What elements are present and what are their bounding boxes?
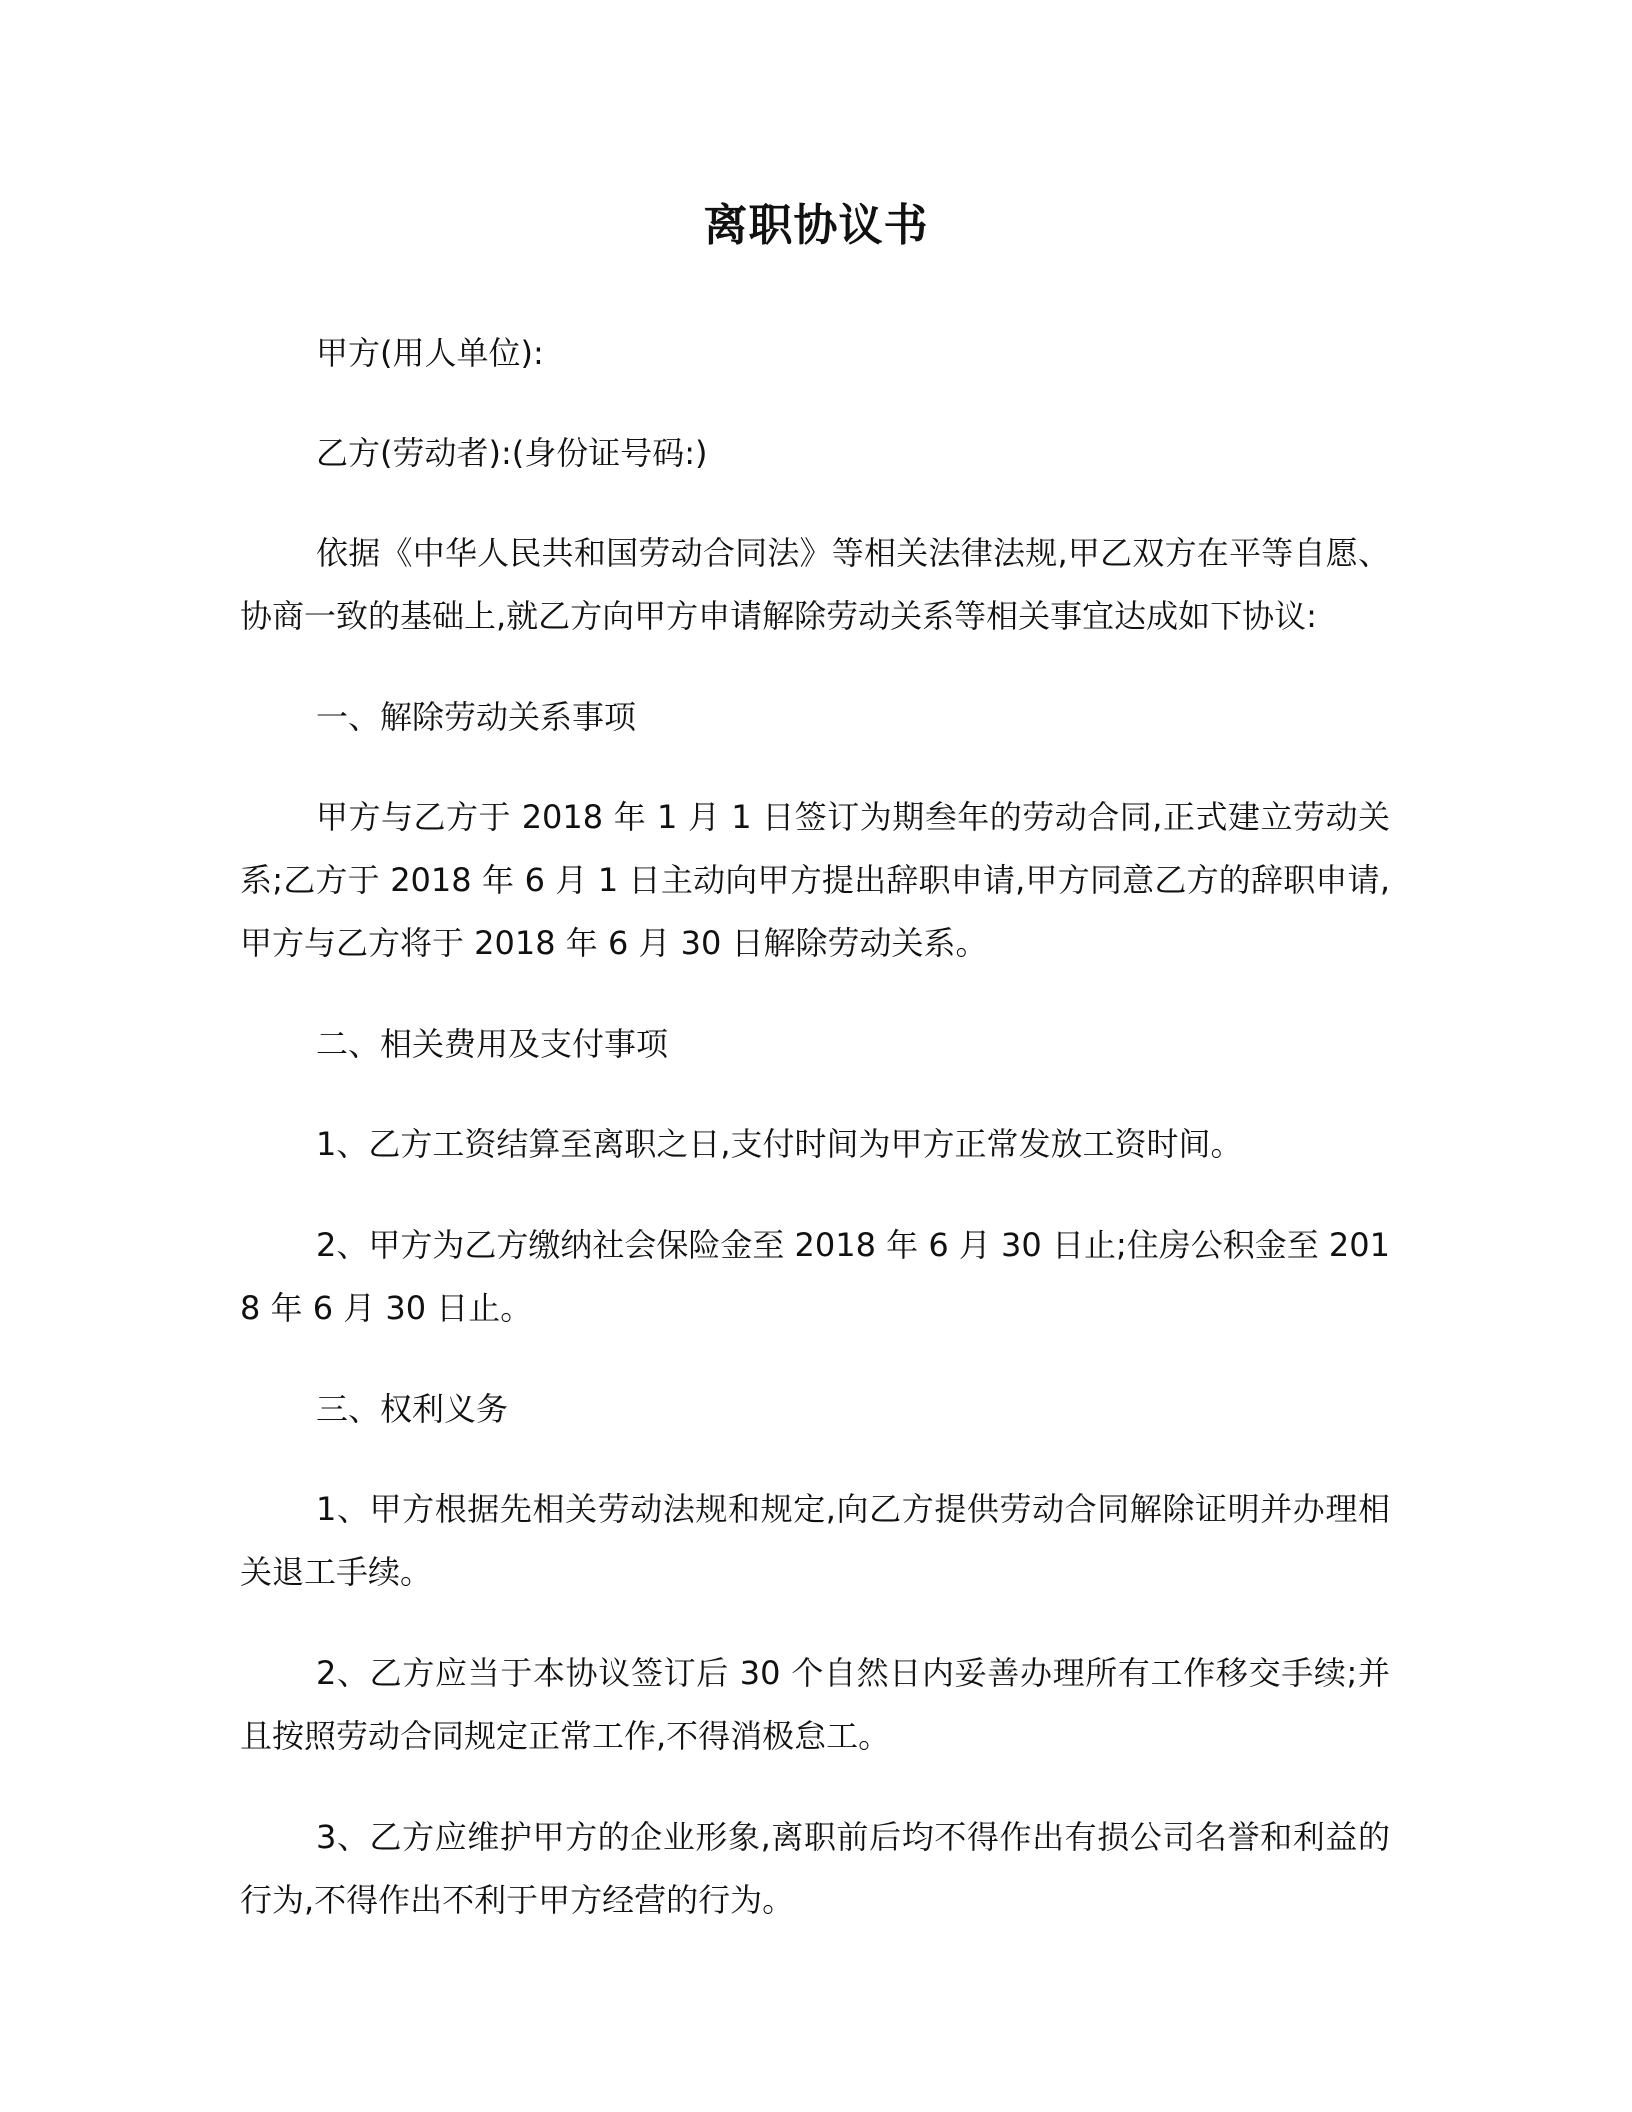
section-2-paragraph-1: 1、乙方工资结算至离职之日,支付时间为甲方正常发放工资时间。 xyxy=(316,1125,1243,1163)
section-3-paragraph-2: 2、乙方应当于本协议签订后 30 个自然日内妥善办理所有工作移交手续;并且按照劳动合同规定正常工作,不得消极怠工。 xyxy=(240,1654,1390,1755)
party-a-line: 甲方(用人单位): xyxy=(316,334,544,372)
section-heading-3: 三、权利义务 xyxy=(316,1390,509,1428)
section-1-paragraph-1: 甲方与乙方于 2018 年 1 月 1 日签订为期叁年的劳动合同,正式建立劳动关系;乙方于 2018 年 6 月 1 日主动向甲方提出辞职申请,甲方同意乙方的辞职申请,甲方与乙方将于 2018 年 6 月 30 日解除劳动关系。 xyxy=(240,798,1390,962)
section-3-paragraph-3: 3、乙方应维护甲方的企业形象,离职前后均不得作出有损公司名誉和利益的行为,不得作出不利于甲方经营的行为。 xyxy=(240,1818,1390,1919)
document-body xyxy=(240,322,1390,1970)
document-title: 离职协议书 xyxy=(703,200,929,251)
section-heading-1: 一、解除劳动关系事项 xyxy=(316,698,637,736)
section-3-paragraph-1: 1、甲方根据先相关劳动法规和规定,向乙方提供劳动合同解除证明并办理相关退工手续。 xyxy=(240,1490,1390,1591)
section-heading-2: 二、相关费用及支付事项 xyxy=(316,1025,669,1063)
party-b-line: 乙方(劳动者):(身份证号码:) xyxy=(316,434,708,472)
preamble-paragraph: 依据《中华人民共和国劳动合同法》等相关法律法规,甲乙双方在平等自愿、协商一致的基础上,就乙方向甲方申请解除劳动关系等相关事宜达成如下协议: xyxy=(240,534,1390,635)
section-2-paragraph-2: 2、甲方为乙方缴纳社会保险金至 2018 年 6 月 30 日止;住房公积金至 2018 年 6 月 30 日止。 xyxy=(240,1226,1390,1327)
